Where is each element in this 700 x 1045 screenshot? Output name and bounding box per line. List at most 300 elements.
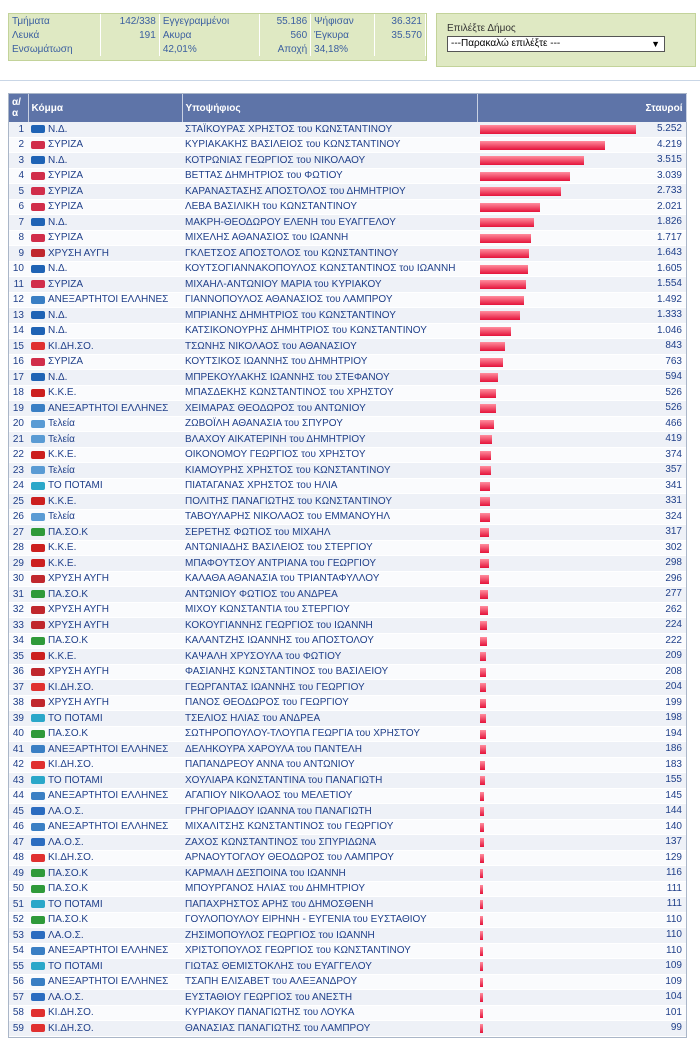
table-row[interactable] [9,711,686,727]
votes-bar [480,869,483,878]
votes-value: 843 [665,340,682,351]
table-row[interactable] [9,153,686,169]
votes-bar [480,621,487,630]
row-rank: 19 [9,401,28,417]
row-votes [477,711,686,727]
votes-bar [480,590,488,599]
municipality-label: Επιλέξτε Δήμος [447,23,516,34]
row-party [28,1005,182,1021]
party-name: ΧΡΥΣΗ ΑΥΓΗ [48,666,109,678]
row-party [28,695,182,711]
row-party [28,199,182,215]
row-rank: 56 [9,974,28,990]
row-rank: 51 [9,897,28,913]
party-name: Κ.Κ.Ε. [48,495,77,507]
table-header [9,94,686,122]
votes-value: 526 [665,386,682,398]
stats-cell-v2: 560 [259,28,310,42]
party-logo-icon [31,606,45,614]
table-row[interactable] [9,943,686,959]
votes-bar [480,606,488,615]
table-row[interactable] [9,1021,686,1037]
table-row[interactable] [9,571,686,587]
table-row[interactable] [9,974,686,990]
stats-cell-l3: Έγκυρα [311,28,375,42]
votes-bar [480,497,490,506]
row-candidate: ΤΣΑΠΗ ΕΛΙΣΑΒΕΤ του ΑΛΕΞΑΝΔΡΟΥ [182,974,477,990]
votes-value: 324 [665,510,682,522]
table-row[interactable] [9,928,686,944]
table-row[interactable] [9,850,686,866]
row-candidate: ΘΑΝΑΣΙΑΣ ΠΑΝΑΓΙΩΤΗΣ του ΛΑΜΠΡΟΥ [182,1021,477,1037]
row-rank: 37 [9,680,28,696]
votes-bar [480,900,483,909]
municipality-select[interactable] [447,36,665,52]
party-name: ΠΑ.ΣΟ.Κ [48,867,89,879]
table-row[interactable] [9,401,686,417]
votes-bar [480,885,483,894]
row-party [28,277,182,293]
row-rank: 57 [9,990,28,1006]
party-name: ΑΝΕΞΑΡΤΗΤΟΙ ΕΛΛΗΝΕΣ [48,790,169,802]
table-row[interactable] [9,168,686,184]
party-name: ΑΝΕΞΑΡΤΗΤΟΙ ΕΛΛΗΝΕΣ [48,402,169,414]
votes-value: 763 [665,355,682,367]
row-votes [477,308,686,324]
table-row[interactable] [9,695,686,711]
row-candidate: ΜΙΧΑΛΙΤΣΗΣ ΚΩΝΣΤΑΝΤΙΝΟΣ του ΓΕΩΡΓΙΟΥ [182,819,477,835]
table-row[interactable] [9,742,686,758]
party-logo-icon [31,807,45,815]
votes-value: 526 [665,402,682,413]
votes-value: 109 [665,975,682,987]
row-votes [477,184,686,200]
votes-bar [480,699,486,708]
table-row[interactable] [9,354,686,370]
party-name: ΤΟ ΠΟΤΑΜΙ [48,480,103,492]
table-row[interactable] [9,137,686,153]
row-party [28,990,182,1006]
party-name: ΣΥΡΙΖΑ [48,139,84,151]
header-party[interactable]: Κόμμα [28,94,182,122]
row-candidate: ΚΑΛΑΝΤΖΗΣ ΙΩΑΝΝΗΣ του ΑΠΟΣΤΟΛΟΥ [182,633,477,649]
table-row[interactable] [9,556,686,572]
votes-bar [480,265,528,274]
party-name: Κ.Κ.Ε. [48,542,77,554]
row-party [28,773,182,789]
party-name: Ν.Δ. [48,371,68,383]
stats-cell-v2: 55.186 [259,14,310,28]
row-rank: 13 [9,308,28,324]
table-row[interactable] [9,230,686,246]
party-logo-icon [31,854,45,862]
row-candidate: ΜΠΟΥΡΓΑΝΟΣ ΗΛΙΑΣ του ΔΗΜΗΤΡΙΟΥ [182,881,477,897]
row-candidate: ΠΑΠΑΝΔΡΕΟΥ ΑΝΝΑ του ΑΝΤΩΝΙΟΥ [182,757,477,773]
row-votes [477,416,686,432]
party-name: Τελεία [48,433,75,445]
table-row[interactable] [9,447,686,463]
votes-bar [480,187,561,196]
votes-value: 594 [665,371,682,382]
stats-panel [8,13,427,61]
party-logo-icon [31,761,45,769]
party-name: ΣΥΡΙΖΑ [48,201,84,213]
table-row[interactable] [9,990,686,1006]
votes-bar [480,838,484,847]
votes-value: 1.717 [656,231,682,243]
table-row[interactable] [9,385,686,401]
table-row[interactable] [9,726,686,742]
table-row[interactable] [9,494,686,510]
votes-value: 198 [665,712,682,723]
party-logo-icon [31,280,45,288]
table-row[interactable] [9,866,686,882]
party-logo-icon [31,249,45,257]
row-rank: 26 [9,509,28,525]
row-candidate: ΜΠΡΕΚΟΥΛΑΚΗΣ ΙΩΑΝΝΗΣ του ΣΤΕΦΑΝΟΥ [182,370,477,386]
party-logo-icon [31,482,45,490]
row-party [28,339,182,355]
table-row[interactable] [9,618,686,634]
table-row[interactable] [9,897,686,913]
party-logo-icon [31,668,45,676]
party-name: Ν.Δ. [48,325,68,337]
stats-cell-v1: 191 [100,28,159,42]
row-rank: 50 [9,881,28,897]
row-votes [477,990,686,1006]
party-logo-icon [31,947,45,955]
row-votes [477,168,686,184]
party-name: ΚΙ.ΔΗ.ΣΟ. [48,681,94,693]
table-row[interactable] [9,122,686,137]
votes-bar [480,807,484,816]
row-candidate: ΚΑΛΑΘΑ ΑΘΑΝΑΣΙΑ του ΤΡΙΑΝΤΑΦΥΛΛΟΥ [182,571,477,587]
votes-bar [480,776,485,785]
row-party [28,680,182,696]
header-votes[interactable]: Σταυροί [477,94,686,122]
votes-bar [480,916,483,925]
row-votes [477,633,686,649]
party-name: ΧΡΥΣΗ ΑΥΓΗ [48,604,109,616]
row-candidate: ΦΑΣΙΑΝΗΣ ΚΩΝΣΤΑΝΤΙΝΟΣ του ΒΑΣΙΛΕΙΟΥ [182,664,477,680]
row-candidate: ΒΛΑΧΟΥ ΑΙΚΑΤΕΡΙΝΗ του ΔΗΜΗΤΡΙΟΥ [182,432,477,448]
table-row[interactable] [9,587,686,603]
row-rank: 42 [9,757,28,773]
party-logo-icon [31,559,45,567]
votes-value: 137 [665,836,682,847]
table-row[interactable] [9,788,686,804]
row-votes [477,850,686,866]
row-votes [477,447,686,463]
table-row[interactable] [9,215,686,231]
row-votes [477,695,686,711]
row-votes [477,943,686,959]
row-candidate: ΖΑΧΟΣ ΚΩΝΣΤΑΝΤΙΝΟΣ του ΣΠΥΡΙΔΩΝΑ [182,835,477,851]
party-logo-icon [31,172,45,180]
table-row[interactable] [9,199,686,215]
party-name: Τελεία [48,418,75,430]
votes-bar [480,203,540,212]
stats-cell-l3: Ψήφισαν [311,14,375,28]
row-party [28,571,182,587]
party-logo-icon [31,125,45,133]
stats-cell-l1: Λευκά [9,28,100,42]
row-rank: 8 [9,230,28,246]
table-row[interactable] [9,478,686,494]
row-rank: 35 [9,649,28,665]
row-party [28,649,182,665]
party-logo-icon [31,1009,45,1017]
stats-table [9,14,426,56]
votes-bar [480,559,489,568]
party-name: ΣΥΡΙΖΑ [48,170,84,182]
row-candidate: ΜΠΑΦΟΥΤΣΟΥ ΑΝΤΡΙΑΝΑ του ΓΕΩΡΓΙΟΥ [182,556,477,572]
table-row[interactable] [9,432,686,448]
party-name: ΠΑ.ΣΟ.Κ [48,883,89,895]
row-rank: 32 [9,602,28,618]
party-name: Ν.Δ. [48,123,68,135]
row-candidate: ΚΑΡΑΝΑΣΤΑΣΗΣ ΑΠΟΣΤΟΛΟΣ του ΔΗΜΗΤΡΙΟΥ [182,184,477,200]
party-logo-icon [31,265,45,273]
party-name: Κ.Κ.Ε. [48,557,77,569]
row-rank: 30 [9,571,28,587]
row-candidate: ΜΠΑΣΔΕΚΗΣ ΚΩΝΣΤΑΝΤΙΝΟΣ του ΧΡΗΣΤΟΥ [182,385,477,401]
party-logo-icon [31,730,45,738]
table-row[interactable] [9,308,686,324]
table-row[interactable] [9,819,686,835]
party-name: ΠΑ.ΣΟ.Κ [48,728,89,740]
votes-value: 262 [665,603,682,615]
results-table-container [8,93,687,1038]
party-name: ΑΝΕΞΑΡΤΗΤΟΙ ΕΛΛΗΝΕΣ [48,945,169,957]
row-party [28,742,182,758]
party-name: ΣΥΡΙΖΑ [48,232,84,244]
votes-bar [480,544,489,553]
table-row[interactable] [9,633,686,649]
stats-cell-v3: 36.321 [374,14,425,28]
row-party [28,711,182,727]
votes-value: 1.554 [656,278,682,289]
votes-value: 129 [665,851,682,863]
row-rank: 17 [9,370,28,386]
party-name: ΠΑ.ΣΟ.Κ [48,914,89,926]
chevron-down-icon[interactable]: ▼ [651,39,660,49]
votes-value: 109 [665,960,682,971]
row-party [28,354,182,370]
table-row[interactable] [9,463,686,479]
row-party [28,540,182,556]
party-logo-icon [31,1024,45,1032]
stats-cell-l2: Εγγεγραμμένοι [159,14,259,28]
party-name: ΠΑ.ΣΟ.Κ [48,526,89,538]
party-name: ΛΑ.Ο.Σ. [48,836,84,848]
votes-value: 140 [665,820,682,832]
row-rank: 11 [9,277,28,293]
party-name: ΛΑ.Ο.Σ. [48,929,84,941]
row-party [28,912,182,928]
votes-value: 186 [665,743,682,754]
votes-value: 5.252 [656,123,682,134]
votes-value: 1.605 [656,262,682,274]
header-candidate[interactable]: Υποψήφιος [182,94,477,122]
row-candidate: ΜΑΚΡΗ-ΘΕΟΔΩΡΟΥ ΕΛΕΝΗ του ΕΥΑΓΓΕΛΟΥ [182,215,477,231]
row-party [28,587,182,603]
row-votes [477,726,686,742]
row-candidate: ΠΑΠΑΧΡΗΣΤΟΣ ΑΡΗΣ του ΔΗΜΟΣΘΕΝΗ [182,897,477,913]
row-rank: 44 [9,788,28,804]
row-party [28,137,182,153]
party-name: ΛΑ.Ο.Σ. [48,991,84,1003]
row-party [28,370,182,386]
table-row[interactable] [9,509,686,525]
party-name: Ν.Δ. [48,309,68,321]
table-row[interactable] [9,540,686,556]
votes-bar [480,311,520,320]
row-votes [477,153,686,169]
table-row[interactable] [9,835,686,851]
row-candidate: ΓΟΥΛΟΠΟΥΛΟΥ ΕΙΡΗΝΗ - ΕΥΓΕΝΙΑ του ΕΥΣΤΑΘΙΟΥ [182,912,477,928]
row-party [28,928,182,944]
row-rank: 28 [9,540,28,556]
party-name: Τελεία [48,511,75,523]
votes-value: 298 [665,557,682,568]
party-name: ΧΡΥΣΗ ΑΥΓΗ [48,573,109,585]
party-logo-icon [31,296,45,304]
row-rank: 27 [9,525,28,541]
party-logo-icon [31,637,45,645]
table-row[interactable] [9,912,686,928]
row-candidate: ΚΥΡΙΑΚΑΚΗΣ ΒΑΣΙΛΕΙΟΣ του ΚΩΝΣΤΑΝΤΙΝΟΥ [182,137,477,153]
table-row[interactable] [9,757,686,773]
votes-value: 357 [665,464,682,475]
row-party [28,602,182,618]
votes-value: 104 [665,991,682,1002]
votes-value: 317 [665,526,682,537]
table-row[interactable] [9,246,686,262]
votes-bar [480,528,489,537]
votes-bar [480,730,486,739]
row-votes [477,463,686,479]
votes-value: 1.046 [656,324,682,336]
votes-bar [480,389,496,398]
votes-bar [480,1009,483,1018]
row-candidate: ΚΙΑΜΟΥΡΗΣ ΧΡΗΣΤΟΣ του ΚΩΝΣΤΑΝΤΙΝΟΥ [182,463,477,479]
row-party [28,246,182,262]
row-rank: 3 [9,153,28,169]
row-party [28,819,182,835]
votes-value: 199 [665,696,682,708]
votes-value: 222 [665,634,682,646]
row-votes [477,478,686,494]
votes-value: 1.492 [656,293,682,305]
votes-bar [480,404,496,413]
party-logo-icon [31,497,45,505]
row-candidate: ΚΟΥΤΣΙΚΟΣ ΙΩΑΝΝΗΣ του ΔΗΜΗΤΡΙΟΥ [182,354,477,370]
row-votes [477,881,686,897]
votes-bar [480,637,487,646]
table-row[interactable] [9,525,686,541]
table-row[interactable] [9,664,686,680]
table-row[interactable] [9,881,686,897]
row-party [28,788,182,804]
row-candidate: ΖΩΒΟΪΛΗ ΑΘΑΝΑΣΙΑ του ΣΠΥΡΟΥ [182,416,477,432]
party-name: ΚΙ.ΔΗ.ΣΟ. [48,1022,94,1034]
party-name: ΧΡΥΣΗ ΑΥΓΗ [48,697,109,709]
party-name: ΛΑ.Ο.Σ. [48,805,84,817]
party-logo-icon [31,311,45,319]
row-candidate: ΟΙΚΟΝΟΜΟΥ ΓΕΩΡΓΙΟΣ του ΧΡΗΣΤΟΥ [182,447,477,463]
row-candidate: ΒΕΤΤΑΣ ΔΗΜΗΤΡΙΟΣ του ΦΩΤΙΟΥ [182,168,477,184]
row-votes [477,509,686,525]
votes-value: 144 [665,805,682,816]
table-row[interactable] [9,680,686,696]
row-party [28,308,182,324]
table-row[interactable] [9,649,686,665]
row-votes [477,866,686,882]
party-name: Ν.Δ. [48,154,68,166]
table-row[interactable] [9,184,686,200]
votes-bar [480,296,524,305]
table-row[interactable] [9,773,686,789]
row-party [28,1021,182,1037]
table-row[interactable] [9,261,686,277]
votes-bar [480,854,484,863]
municipality-select-value: ---Παρακαλώ επιλέξτε --- [451,38,561,49]
party-logo-icon [31,823,45,831]
party-logo-icon [31,869,45,877]
table-row[interactable] [9,323,686,339]
table-row[interactable] [9,1005,686,1021]
row-rank: 1 [9,122,28,137]
row-rank: 15 [9,339,28,355]
votes-bar [480,249,529,258]
row-rank: 6 [9,199,28,215]
header-rank[interactable]: α/α [9,94,28,122]
row-votes [477,1005,686,1021]
party-logo-icon [31,792,45,800]
row-votes [477,897,686,913]
row-votes [477,804,686,820]
row-votes [477,974,686,990]
table-row[interactable] [9,339,686,355]
row-candidate: ΣΤΑΪΚΟΥΡΑΣ ΧΡΗΣΤΟΣ του ΚΩΝΣΤΑΝΤΙΝΟΥ [182,122,477,137]
table-row[interactable] [9,416,686,432]
table-row[interactable] [9,602,686,618]
row-rank: 49 [9,866,28,882]
party-logo-icon [31,683,45,691]
row-votes [477,246,686,262]
party-name: ΤΟ ΠΟΤΑΜΙ [48,712,103,724]
table-row[interactable] [9,370,686,386]
row-candidate: ΧΟΥΛΙΑΡΑ ΚΩΝΣΤΑΝΤΙΝΑ του ΠΑΝΑΓΙΩΤΗ [182,773,477,789]
party-name: ΤΟ ΠΟΤΑΜΙ [48,774,103,786]
row-votes [477,680,686,696]
row-votes [477,323,686,339]
table-row[interactable] [9,804,686,820]
table-row[interactable] [9,959,686,975]
table-row[interactable] [9,277,686,293]
votes-bar [480,482,490,491]
votes-bar [480,141,605,150]
row-rank: 36 [9,664,28,680]
row-candidate: ΜΙΧΑΗΛ-ΑΝΤΩΝΙΟΥ ΜΑΡΙΑ του ΚΥΡΙΑΚΟΥ [182,277,477,293]
table-row[interactable] [9,292,686,308]
party-name: ΑΝΕΞΑΡΤΗΤΟΙ ΕΛΛΗΝΕΣ [48,294,169,306]
row-rank: 52 [9,912,28,928]
votes-bar [480,513,490,522]
stats-row [9,14,426,28]
row-party [28,184,182,200]
